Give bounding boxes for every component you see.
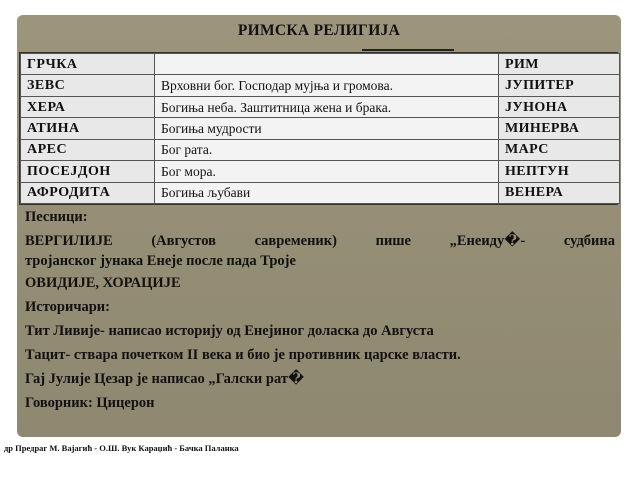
vergil-line-1: ВЕРГИЛИЈЕ (Августов савременик) пише „Енеиду�- судбина [25, 233, 615, 249]
greek-name-cell: АТИНА [21, 118, 155, 139]
description-cell: Бог мора. [155, 161, 499, 182]
roman-name-cell: ЈУПИТЕР [499, 75, 620, 96]
tacitus-line: Тацит- ствара почетком II века и био је противник царске власти. [25, 347, 461, 363]
table-row [21, 96, 620, 117]
table-row [21, 118, 620, 139]
table-row [21, 75, 620, 96]
title-underline [362, 49, 454, 51]
roman-name-cell: ВЕНЕРА [499, 182, 620, 203]
description-cell: Богиња љубави [155, 182, 499, 203]
greek-name-cell: ПОСЕЈДОН [21, 161, 155, 182]
table-row [21, 139, 620, 160]
table-row [21, 182, 620, 203]
gods-table [19, 52, 618, 205]
description-cell: Богиња неба. Заштитница жена и брака. [155, 96, 499, 117]
slide-body [25, 205, 615, 415]
table-row [21, 161, 620, 182]
slide-title: РИМСКА РЕЛИГИЈА [237, 22, 401, 39]
livy-line: Тит Ливије- написао историју од Енејиног доласка до Августа [25, 323, 434, 339]
orator-line: Говорник: Цицерон [25, 395, 155, 411]
poets-heading: Песници: [25, 209, 88, 225]
footer-credit: др Предраг М. Вајагић - О.Ш. Вук Караџић - Бачка Паланка [4, 443, 239, 453]
ovid-horace-line: ОВИДИЈЕ, ХОРАЦИЈЕ [25, 275, 181, 291]
description-cell: Бог рата. [155, 139, 499, 160]
vergil-line-2: тројанског јунака Енеје после пада Троје [25, 253, 296, 269]
description-cell: Богиња мудрости [155, 118, 499, 139]
table-row [21, 54, 620, 75]
caesar-line: Гај Јулије Цезар је написао „Галски рат� [25, 371, 305, 387]
greek-name-cell: ХЕРА [21, 96, 155, 117]
description-cell: Врховни бог. Господар мујња и громова. [155, 75, 499, 96]
description-cell [155, 54, 499, 75]
greek-name-cell: ГРЧКА [21, 54, 155, 75]
greek-name-cell: АРЕС [21, 139, 155, 160]
roman-name-cell: ЈУНОНА [499, 96, 620, 117]
roman-name-cell: РИМ [499, 54, 620, 75]
roman-name-cell: МИНЕРВА [499, 118, 620, 139]
greek-name-cell: ЗЕВС [21, 75, 155, 96]
roman-name-cell: НЕПТУН [499, 161, 620, 182]
greek-name-cell: АФРОДИТА [21, 182, 155, 203]
roman-name-cell: МАРС [499, 139, 620, 160]
historians-heading: Историчари: [25, 299, 110, 315]
